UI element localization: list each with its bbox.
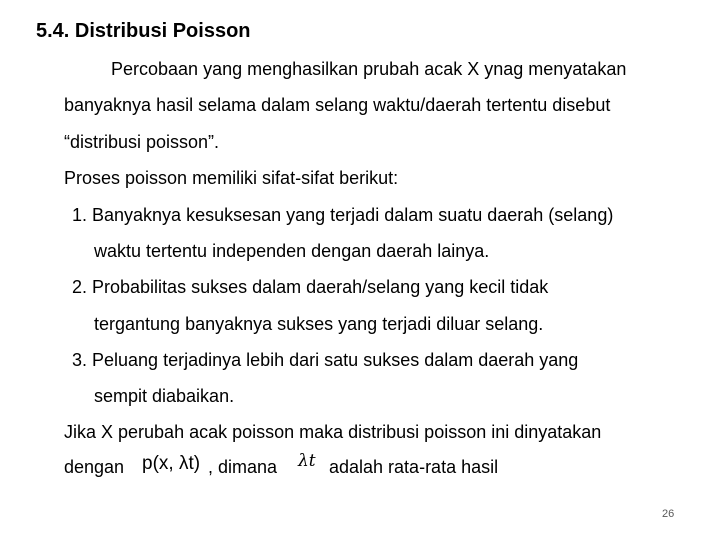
intro-line-1: Percobaan yang menghasilkan prubah acak X ynag menyatakan [111, 59, 627, 79]
lambda-t-formula: λt [298, 451, 316, 471]
property-item-3-line-2: sempit diabaikan. [94, 386, 235, 406]
poisson-pmf-formula: p(x, λt) [142, 453, 201, 474]
property-item-1-line-1: 1. Banyaknya kesuksesan yang terjadi dalam suatu daerah (selang) [72, 205, 614, 225]
page-number: 26 [662, 508, 675, 520]
intro-line-2: banyaknya hasil selama dalam selang waktu/daerah tertentu disebut [64, 95, 611, 115]
property-item-1-line-2: waktu tertentu independen dengan daerah lainya. [94, 241, 490, 261]
property-item-2-line-1: 2. Probabilitas sukses dalam daerah/selang yang kecil tidak [72, 277, 549, 297]
property-item-2-line-2: tergantung banyaknya sukses yang terjadi diluar selang. [94, 314, 544, 334]
closing-dimana: , dimana [208, 457, 278, 477]
intro-line-3: “distribusi poisson”. [64, 132, 220, 152]
properties-lead: Proses poisson memiliki sifat-sifat berikut: [64, 168, 399, 188]
closing-line: Jika X perubah acak poisson maka distribusi poisson ini dinyatakan [64, 422, 602, 442]
property-item-3-line-1: 3. Peluang terjadinya lebih dari satu sukses dalam daerah yang [72, 350, 579, 370]
slide-title: 5.4. Distribusi Poisson [36, 20, 251, 42]
closing-adalah: adalah rata-rata hasil [329, 457, 499, 477]
closing-dengan: dengan [64, 457, 125, 477]
